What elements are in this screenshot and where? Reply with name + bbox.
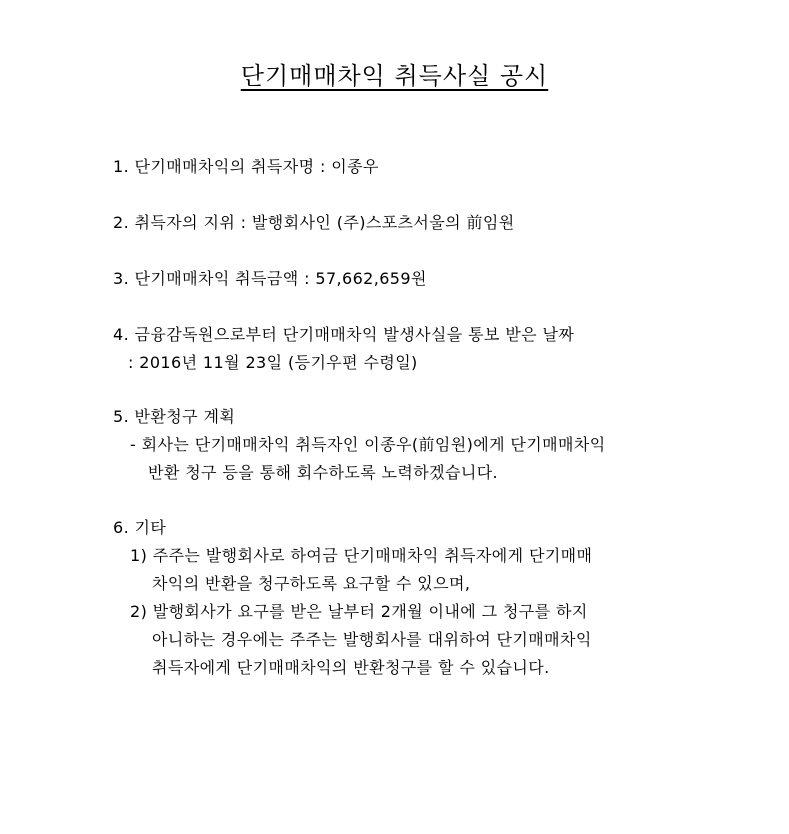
- item-6-sub-2-line-2: 아니하는 경우에는 주주는 발행회사를 대위하여 단기매매차익: [152, 630, 592, 649]
- item-5-plan-line-1: - 회사는 단기매매차익 취득자인 이종우(前임원)에게 단기매매차익: [130, 435, 606, 454]
- document-title: 단기매매차익 취득사실 공시: [240, 62, 549, 90]
- item-3-acquired-amount: 3. 단기매매차익 취득금액 : 57,662,659원: [113, 269, 427, 288]
- item-6-sub-1-line-1: 1) 주주는 발행회사로 하여금 단기매매차익 취득자에게 단기매매: [130, 546, 593, 565]
- item-6-sub-1-line-2: 차익의 반환을 청구하도록 요구할 수 있으며,: [152, 574, 471, 593]
- item-4-notice-heading: 4. 금융감독원으로부터 단기매매차익 발생사실을 통보 받은 날짜: [113, 325, 575, 344]
- item-4-notice-date: : 2016년 11월 23일 (등기우편 수령일): [128, 353, 418, 372]
- item-1-acquirer-name: 1. 단기매매차익의 취득자명 : 이종우: [113, 157, 379, 176]
- item-5-plan-line-2: 반환 청구 등을 통해 회수하도록 노력하겠습니다.: [148, 463, 499, 482]
- item-5-heading: 5. 반환청구 계획: [113, 407, 236, 426]
- item-6-heading: 6. 기타: [113, 518, 167, 537]
- item-6-sub-2-line-3: 취득자에게 단기매매차익의 반환청구를 할 수 있습니다.: [152, 658, 550, 677]
- item-6-sub-2-line-1: 2) 발행회사가 요구를 받은 날부터 2개월 이내에 그 청구를 하지: [130, 602, 588, 621]
- document-title-wrap: [0, 56, 789, 91]
- item-2-acquirer-position: 2. 취득자의 지위 : 발행회사인 (주)스포츠서울의 前임원: [113, 213, 515, 232]
